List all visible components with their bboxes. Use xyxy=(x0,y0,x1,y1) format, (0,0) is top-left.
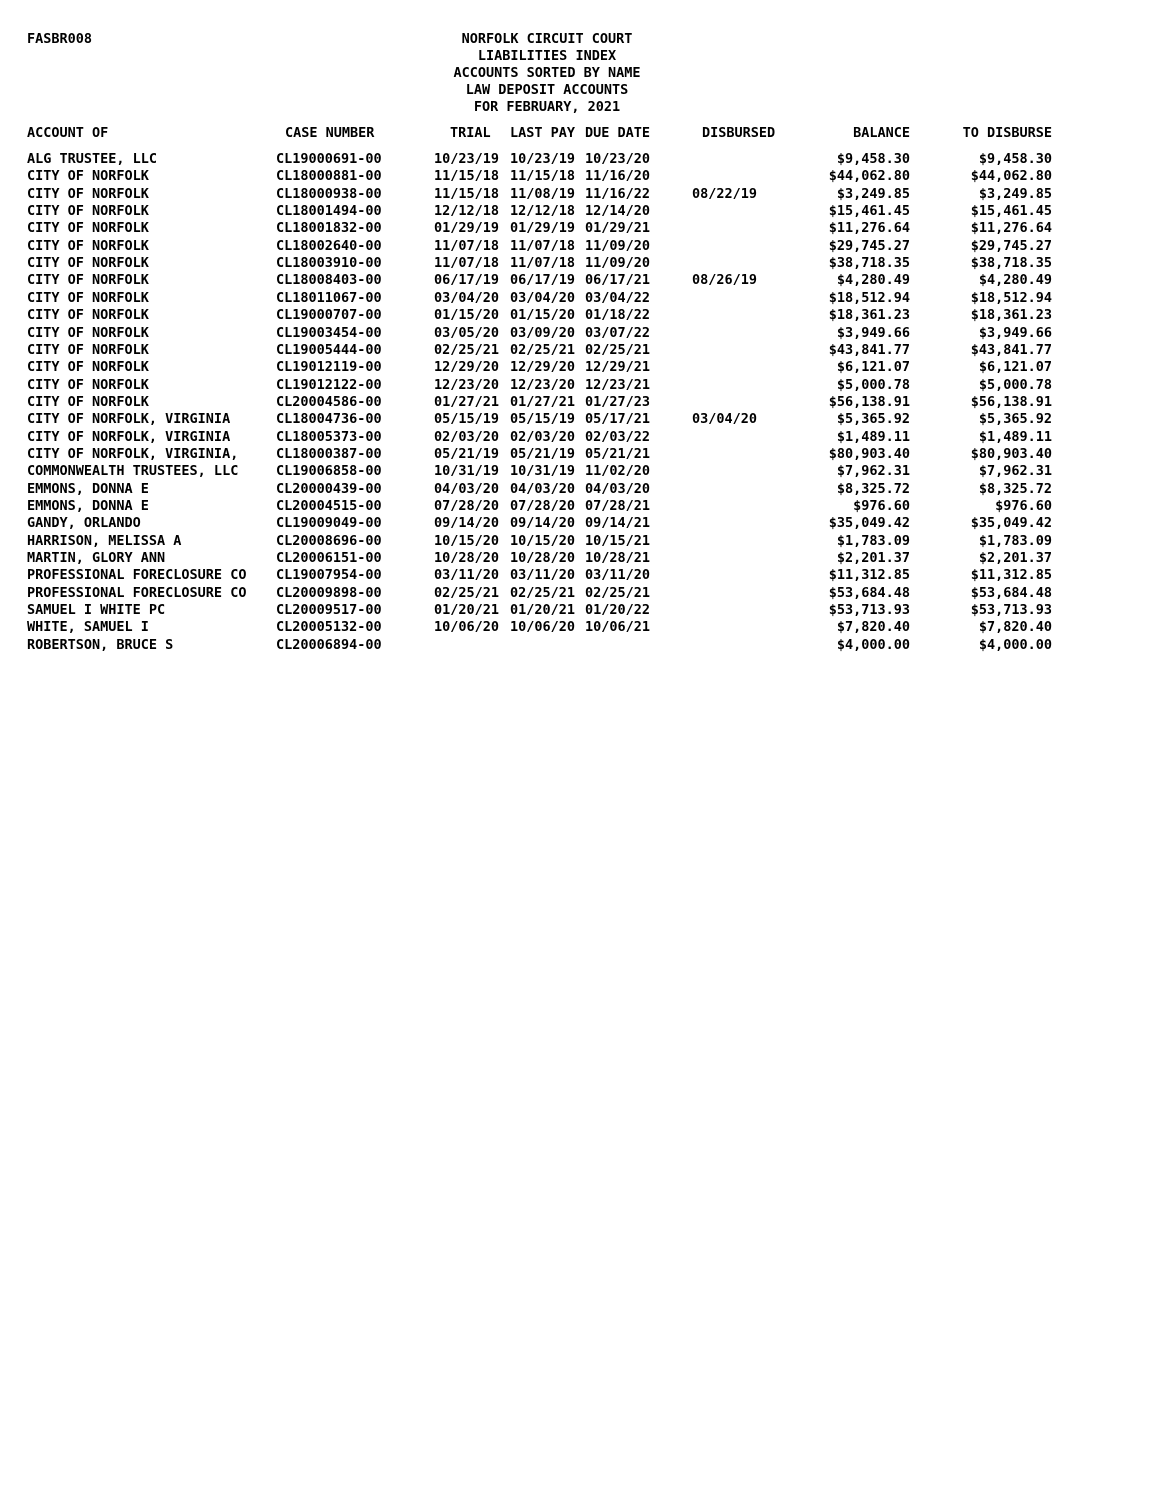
due-date-cell: 12/29/21 xyxy=(585,359,651,376)
to-disburse-cell: $9,458.30 xyxy=(978,151,1052,167)
case-number-cell: CL19000707-00 xyxy=(276,307,382,324)
disbursed-cell: 03/04/20 xyxy=(692,411,758,428)
account-of-cell: CITY OF NORFOLK xyxy=(27,324,149,341)
last-pay-cell: 04/03/20 xyxy=(510,480,576,497)
case-number-cell: CL20006894-00 xyxy=(276,636,382,653)
account-of-cell: CITY OF NORFOLK, VIRGINIA, xyxy=(27,445,239,462)
to-disburse-cell: $1,783.09 xyxy=(978,532,1052,549)
account-of-cell: CITY OF NORFOLK xyxy=(27,307,149,324)
to-disburse-cell: $29,745.27 xyxy=(970,237,1052,254)
due-date-cell: 03/07/22 xyxy=(585,324,651,341)
last-pay-cell: 09/14/20 xyxy=(510,515,576,532)
last-pay-cell: 11/15/18 xyxy=(510,168,576,185)
table-row xyxy=(0,411,1156,428)
table-row xyxy=(0,255,1156,272)
trial-date-cell: 02/03/20 xyxy=(434,428,500,445)
trial-date-cell: 05/21/19 xyxy=(434,445,500,462)
balance-cell: $1,489.11 xyxy=(836,428,910,445)
column-header-row xyxy=(0,125,1156,142)
case-number-cell: CL19012122-00 xyxy=(276,376,382,393)
due-date-cell: 02/25/21 xyxy=(585,341,651,358)
case-number-cell: CL18011067-00 xyxy=(276,289,382,306)
account-of-cell: CITY OF NORFOLK xyxy=(27,341,149,358)
account-of-cell: CITY OF NORFOLK xyxy=(27,185,149,202)
due-date-cell: 04/03/20 xyxy=(585,480,651,497)
trial-date-cell: 05/15/19 xyxy=(434,411,500,428)
table-row xyxy=(0,290,1156,307)
to-disburse-cell: $11,312.85 xyxy=(970,567,1052,584)
case-number-cell: CL20006151-00 xyxy=(276,550,382,567)
last-pay-cell: 12/12/18 xyxy=(510,203,576,220)
due-date-cell: 01/18/22 xyxy=(585,307,651,324)
to-disburse-cell: $38,718.35 xyxy=(970,255,1052,272)
trial-date-cell: 09/14/20 xyxy=(434,515,500,532)
account-of-cell: CITY OF NORFOLK xyxy=(27,393,149,410)
account-of-cell: PROFESSIONAL FORECLOSURE CO xyxy=(27,584,247,601)
last-pay-cell: 03/04/20 xyxy=(510,289,576,306)
header-last-pay: LAST PAY xyxy=(510,125,576,141)
report-id: FASBR008 xyxy=(27,31,93,47)
table-row xyxy=(0,567,1156,584)
trial-date-cell: 02/25/21 xyxy=(434,584,500,601)
to-disburse-cell: $4,280.49 xyxy=(978,272,1052,289)
disbursed-cell: 08/22/19 xyxy=(692,185,758,202)
table-row xyxy=(0,619,1156,636)
account-type: LAW DEPOSIT ACCOUNTS xyxy=(465,82,629,98)
account-of-cell: GANDY, ORLANDO xyxy=(27,515,141,532)
table-row xyxy=(0,151,1156,168)
due-date-cell: 05/17/21 xyxy=(585,411,651,428)
due-date-cell: 05/21/21 xyxy=(585,445,651,462)
last-pay-cell: 06/17/19 xyxy=(510,272,576,289)
to-disburse-cell: $18,512.94 xyxy=(970,289,1052,306)
table-row xyxy=(0,446,1156,463)
account-of-cell: EMMONS, DONNA E xyxy=(27,498,149,514)
case-number-cell: CL19006858-00 xyxy=(276,463,382,480)
header-balance: BALANCE xyxy=(853,125,910,141)
last-pay-cell: 01/29/19 xyxy=(510,220,576,237)
trial-date-cell: 10/15/20 xyxy=(434,532,500,549)
to-disburse-cell: $2,201.37 xyxy=(978,550,1052,567)
case-number-cell: CL18005373-00 xyxy=(276,428,382,445)
case-number-cell: CL19012119-00 xyxy=(276,359,382,376)
table-row xyxy=(0,272,1156,289)
to-disburse-cell: $7,962.31 xyxy=(978,463,1052,480)
header-due-date: DUE DATE xyxy=(585,125,651,141)
to-disburse-cell: $3,949.66 xyxy=(978,324,1052,341)
to-disburse-cell: $53,713.93 xyxy=(970,602,1052,619)
to-disburse-cell: $53,684.48 xyxy=(970,584,1052,601)
table-row xyxy=(0,238,1156,255)
to-disburse-cell: $1,489.11 xyxy=(978,428,1052,445)
last-pay-cell: 03/11/20 xyxy=(510,567,576,584)
table-row xyxy=(0,515,1156,532)
index-name: LIABILITIES INDEX xyxy=(477,48,617,64)
to-disburse-cell: $6,121.07 xyxy=(978,359,1052,376)
to-disburse-cell: $15,461.45 xyxy=(970,203,1052,220)
account-of-cell: WHITE, SAMUEL I xyxy=(27,619,149,636)
balance-cell: $18,361.23 xyxy=(828,307,910,324)
due-date-cell: 01/20/22 xyxy=(585,602,651,619)
balance-cell: $3,949.66 xyxy=(836,324,910,341)
balance-cell: $43,841.77 xyxy=(828,341,910,358)
balance-cell: $53,713.93 xyxy=(828,602,910,619)
account-of-cell: MARTIN, GLORY ANN xyxy=(27,550,166,567)
trial-date-cell: 12/29/20 xyxy=(434,359,500,376)
account-of-cell: CITY OF NORFOLK xyxy=(27,203,149,220)
to-disburse-cell: $4,000.00 xyxy=(978,636,1052,653)
to-disburse-cell: $43,841.77 xyxy=(970,341,1052,358)
trial-date-cell: 01/27/21 xyxy=(434,393,500,410)
due-date-cell: 06/17/21 xyxy=(585,272,651,289)
balance-cell: $9,458.30 xyxy=(836,151,910,167)
table-row xyxy=(0,498,1156,515)
last-pay-cell: 05/15/19 xyxy=(510,411,576,428)
last-pay-cell: 10/15/20 xyxy=(510,532,576,549)
case-number-cell: CL19000691-00 xyxy=(276,151,382,167)
account-of-cell: EMMONS, DONNA E xyxy=(27,480,149,497)
balance-cell: $7,820.40 xyxy=(836,619,910,636)
balance-cell: $1,783.09 xyxy=(836,532,910,549)
table-row xyxy=(0,533,1156,550)
account-of-cell: CITY OF NORFOLK xyxy=(27,376,149,393)
account-of-cell: CITY OF NORFOLK, VIRGINIA xyxy=(27,428,231,445)
table-row xyxy=(0,429,1156,446)
due-date-cell: 11/09/20 xyxy=(585,255,651,272)
trial-date-cell: 10/06/20 xyxy=(434,619,500,636)
balance-cell: $5,000.78 xyxy=(836,376,910,393)
balance-cell: $5,365.92 xyxy=(836,411,910,428)
balance-cell: $80,903.40 xyxy=(828,445,910,462)
trial-date-cell: 01/29/19 xyxy=(434,220,500,237)
case-number-cell: CL18002640-00 xyxy=(276,237,382,254)
balance-cell: $15,461.45 xyxy=(828,203,910,220)
table-row xyxy=(0,481,1156,498)
last-pay-cell: 01/27/21 xyxy=(510,393,576,410)
last-pay-cell: 01/20/21 xyxy=(510,602,576,619)
trial-date-cell: 12/12/18 xyxy=(434,203,500,220)
last-pay-cell: 05/21/19 xyxy=(510,445,576,462)
last-pay-cell: 12/23/20 xyxy=(510,376,576,393)
balance-cell: $18,512.94 xyxy=(828,289,910,306)
due-date-cell: 10/06/21 xyxy=(585,619,651,636)
to-disburse-cell: $56,138.91 xyxy=(970,393,1052,410)
account-of-cell: ALG TRUSTEE, LLC xyxy=(27,151,158,167)
last-pay-cell: 02/25/21 xyxy=(510,584,576,601)
trial-date-cell: 02/25/21 xyxy=(434,341,500,358)
balance-cell: $11,312.85 xyxy=(828,567,910,584)
trial-date-cell: 06/17/19 xyxy=(434,272,500,289)
table-row xyxy=(0,359,1156,376)
to-disburse-cell: $44,062.80 xyxy=(970,168,1052,185)
account-of-cell: PROFESSIONAL FORECLOSURE CO xyxy=(27,567,247,584)
case-number-cell: CL19009049-00 xyxy=(276,515,382,532)
trial-date-cell: 04/03/20 xyxy=(434,480,500,497)
case-number-cell: CL18001832-00 xyxy=(276,220,382,237)
table-row xyxy=(0,342,1156,359)
disbursed-cell: 08/26/19 xyxy=(692,272,758,289)
trial-date-cell: 11/15/18 xyxy=(434,168,500,185)
due-date-cell: 11/16/22 xyxy=(585,185,651,202)
case-number-cell: CL18000881-00 xyxy=(276,168,382,185)
case-number-cell: CL20009898-00 xyxy=(276,584,382,601)
account-of-cell: CITY OF NORFOLK xyxy=(27,359,149,376)
to-disburse-cell: $11,276.64 xyxy=(970,220,1052,237)
balance-cell: $3,249.85 xyxy=(836,185,910,202)
trial-date-cell: 11/15/18 xyxy=(434,185,500,202)
trial-date-cell: 07/28/20 xyxy=(434,498,500,514)
last-pay-cell: 10/06/20 xyxy=(510,619,576,636)
due-date-cell: 02/03/22 xyxy=(585,428,651,445)
account-of-cell: CITY OF NORFOLK xyxy=(27,289,149,306)
last-pay-cell: 10/28/20 xyxy=(510,550,576,567)
trial-date-cell: 10/23/19 xyxy=(434,151,500,167)
trial-date-cell: 01/20/21 xyxy=(434,602,500,619)
balance-cell: $38,718.35 xyxy=(828,255,910,272)
due-date-cell: 12/14/20 xyxy=(585,203,651,220)
due-date-cell: 01/27/23 xyxy=(585,393,651,410)
due-date-cell: 11/02/20 xyxy=(585,463,651,480)
balance-cell: $2,201.37 xyxy=(836,550,910,567)
table-row xyxy=(0,463,1156,480)
table-row xyxy=(0,220,1156,237)
header-disbursed: DISBURSED xyxy=(702,125,776,141)
balance-cell: $4,280.49 xyxy=(836,272,910,289)
last-pay-cell: 07/28/20 xyxy=(510,498,576,514)
sort-description: ACCOUNTS SORTED BY NAME xyxy=(453,65,641,81)
trial-date-cell: 03/05/20 xyxy=(434,324,500,341)
due-date-cell: 11/16/20 xyxy=(585,168,651,185)
balance-cell: $35,049.42 xyxy=(828,515,910,532)
last-pay-cell: 02/25/21 xyxy=(510,341,576,358)
table-row xyxy=(0,168,1156,185)
case-number-cell: CL19007954-00 xyxy=(276,567,382,584)
to-disburse-cell: $5,000.78 xyxy=(978,376,1052,393)
balance-cell: $44,062.80 xyxy=(828,168,910,185)
last-pay-cell: 01/15/20 xyxy=(510,307,576,324)
to-disburse-cell: $976.60 xyxy=(995,498,1052,514)
due-date-cell: 07/28/21 xyxy=(585,498,651,514)
trial-date-cell: 10/28/20 xyxy=(434,550,500,567)
trial-date-cell: 10/31/19 xyxy=(434,463,500,480)
table-row xyxy=(0,325,1156,342)
account-of-cell: ROBERTSON, BRUCE S xyxy=(27,636,174,653)
case-number-cell: CL20000439-00 xyxy=(276,480,382,497)
due-date-cell: 02/25/21 xyxy=(585,584,651,601)
account-of-cell: CITY OF NORFOLK xyxy=(27,168,149,185)
balance-cell: $6,121.07 xyxy=(836,359,910,376)
last-pay-cell: 11/08/19 xyxy=(510,185,576,202)
account-of-cell: CITY OF NORFOLK xyxy=(27,220,149,237)
due-date-cell: 10/15/21 xyxy=(585,532,651,549)
table-row xyxy=(0,307,1156,324)
account-of-cell: CITY OF NORFOLK xyxy=(27,255,149,272)
header-to-disburse: TO DISBURSE xyxy=(962,125,1052,141)
case-number-cell: CL20009517-00 xyxy=(276,602,382,619)
last-pay-cell: 03/09/20 xyxy=(510,324,576,341)
balance-cell: $11,276.64 xyxy=(828,220,910,237)
due-date-cell: 01/29/21 xyxy=(585,220,651,237)
table-row xyxy=(0,585,1156,602)
balance-cell: $53,684.48 xyxy=(828,584,910,601)
header-case-number: CASE NUMBER xyxy=(285,125,375,141)
account-of-cell: CITY OF NORFOLK, VIRGINIA xyxy=(27,411,231,428)
case-number-cell: CL20008696-00 xyxy=(276,532,382,549)
case-number-cell: CL18000938-00 xyxy=(276,185,382,202)
case-number-cell: CL20004586-00 xyxy=(276,393,382,410)
last-pay-cell: 11/07/18 xyxy=(510,255,576,272)
to-disburse-cell: $35,049.42 xyxy=(970,515,1052,532)
case-number-cell: CL18008403-00 xyxy=(276,272,382,289)
last-pay-cell: 10/23/19 xyxy=(510,151,576,167)
trial-date-cell: 01/15/20 xyxy=(434,307,500,324)
court-name: NORFOLK CIRCUIT COURT xyxy=(461,31,633,47)
last-pay-cell: 10/31/19 xyxy=(510,463,576,480)
case-number-cell: CL19005444-00 xyxy=(276,341,382,358)
balance-cell: $56,138.91 xyxy=(828,393,910,410)
balance-cell: $976.60 xyxy=(853,498,910,514)
balance-cell: $4,000.00 xyxy=(836,636,910,653)
trial-date-cell: 03/04/20 xyxy=(434,289,500,306)
due-date-cell: 03/04/22 xyxy=(585,289,651,306)
table-row xyxy=(0,550,1156,567)
case-number-cell: CL19003454-00 xyxy=(276,324,382,341)
due-date-cell: 12/23/21 xyxy=(585,376,651,393)
trial-date-cell: 11/07/18 xyxy=(434,255,500,272)
case-number-cell: CL18000387-00 xyxy=(276,445,382,462)
to-disburse-cell: $8,325.72 xyxy=(978,480,1052,497)
case-number-cell: CL20004515-00 xyxy=(276,498,382,514)
report-period: FOR FEBRUARY, 2021 xyxy=(473,99,621,115)
due-date-cell: 03/11/20 xyxy=(585,567,651,584)
trial-date-cell: 03/11/20 xyxy=(434,567,500,584)
case-number-cell: CL18004736-00 xyxy=(276,411,382,428)
to-disburse-cell: $3,249.85 xyxy=(978,185,1052,202)
balance-cell: $29,745.27 xyxy=(828,237,910,254)
due-date-cell: 10/28/21 xyxy=(585,550,651,567)
account-of-cell: CITY OF NORFOLK xyxy=(27,237,149,254)
last-pay-cell: 12/29/20 xyxy=(510,359,576,376)
trial-date-cell: 11/07/18 xyxy=(434,237,500,254)
to-disburse-cell: $7,820.40 xyxy=(978,619,1052,636)
table-row xyxy=(0,637,1156,654)
account-of-cell: COMMONWEALTH TRUSTEES, LLC xyxy=(27,463,239,480)
balance-cell: $8,325.72 xyxy=(836,480,910,497)
due-date-cell: 11/09/20 xyxy=(585,237,651,254)
account-of-cell: CITY OF NORFOLK xyxy=(27,272,149,289)
header-account-of: ACCOUNT OF xyxy=(27,125,109,141)
account-of-cell: SAMUEL I WHITE PC xyxy=(27,602,166,619)
table-row xyxy=(0,394,1156,411)
due-date-cell: 10/23/20 xyxy=(585,151,651,167)
account-of-cell: HARRISON, MELISSA A xyxy=(27,532,182,549)
last-pay-cell: 02/03/20 xyxy=(510,428,576,445)
case-number-cell: CL18003910-00 xyxy=(276,255,382,272)
to-disburse-cell: $5,365.92 xyxy=(978,411,1052,428)
to-disburse-cell: $18,361.23 xyxy=(970,307,1052,324)
due-date-cell: 09/14/21 xyxy=(585,515,651,532)
header-trial: TRIAL xyxy=(450,125,491,141)
table-row xyxy=(0,602,1156,619)
trial-date-cell: 12/23/20 xyxy=(434,376,500,393)
to-disburse-cell: $80,903.40 xyxy=(970,445,1052,462)
case-number-cell: CL20005132-00 xyxy=(276,619,382,636)
table-row xyxy=(0,203,1156,220)
table-row xyxy=(0,377,1156,394)
balance-cell: $7,962.31 xyxy=(836,463,910,480)
case-number-cell: CL18001494-00 xyxy=(276,203,382,220)
table-row xyxy=(0,186,1156,203)
last-pay-cell: 11/07/18 xyxy=(510,237,576,254)
